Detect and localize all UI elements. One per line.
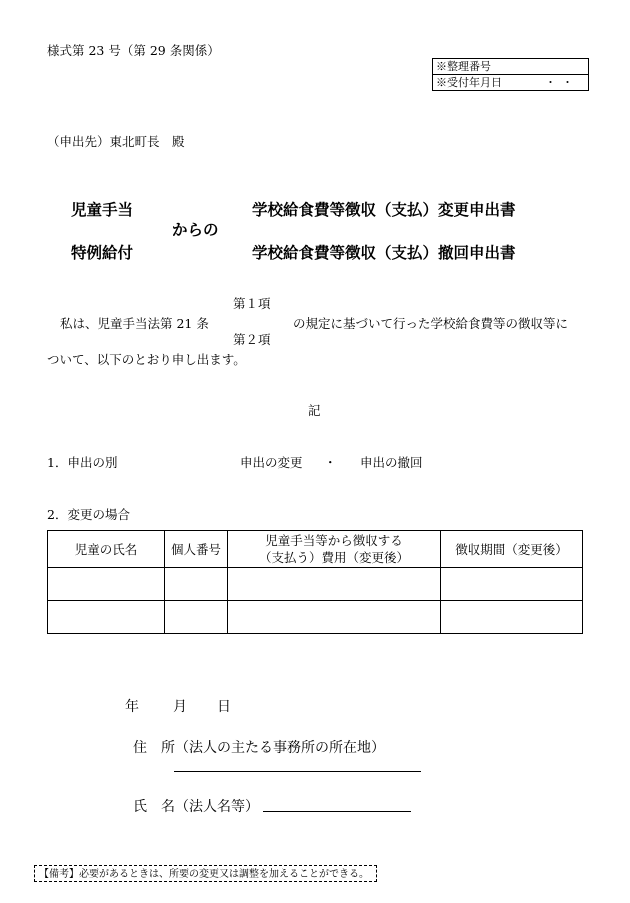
table-row xyxy=(48,568,583,601)
header-personal-number: 個人番号 xyxy=(165,531,228,568)
title-right-top: 学校給食費等徴収（支払）変更申出書 xyxy=(252,200,516,219)
management-received-label: ※受付年月日 xyxy=(436,76,502,89)
form-id: 様式第 23 号（第 29 条関係） xyxy=(47,43,220,58)
cell-child-name[interactable] xyxy=(48,601,165,634)
management-number-label: ※整理番号 xyxy=(436,60,491,73)
cell-child-name[interactable] xyxy=(48,568,165,601)
option-separator: ・ xyxy=(324,455,337,470)
header-fee-line2: （支払う）費用（変更後） xyxy=(258,550,409,565)
address-underline[interactable] xyxy=(174,771,421,772)
title-middle: からの xyxy=(172,220,219,239)
management-received-dots: ・・ xyxy=(545,76,579,89)
section1-label: 1．申出の別 xyxy=(47,455,118,470)
clause-bottom: 第２項 xyxy=(233,332,271,347)
date-month: 月 xyxy=(173,699,187,715)
cell-period[interactable] xyxy=(441,601,583,634)
title-left-bottom: 特例給付 xyxy=(71,243,134,262)
clause-top: 第１項 xyxy=(233,296,271,311)
date-day: 日 xyxy=(217,699,231,715)
ki-heading: 記 xyxy=(308,403,321,418)
table-row xyxy=(48,601,583,634)
header-fee-line1: 児童手当等から徴収する xyxy=(265,533,403,548)
remark-note: 【備考】必要があるときは、所要の変更又は調整を加えることができる。 xyxy=(34,865,377,882)
management-box xyxy=(432,58,589,91)
date-year: 年 xyxy=(125,699,139,715)
cell-period[interactable] xyxy=(441,568,583,601)
cell-personal-number[interactable] xyxy=(165,568,228,601)
name-underline[interactable] xyxy=(263,811,411,812)
option-withdraw[interactable]: 申出の撤回 xyxy=(360,455,423,470)
table-header-row xyxy=(48,531,583,568)
header-period: 徴収期間（変更後） xyxy=(441,531,583,568)
management-number-row xyxy=(433,59,588,74)
header-child-name: 児童の氏名 xyxy=(48,531,165,568)
name-label: 氏 名（法人名等） xyxy=(133,799,259,815)
title-right-bottom: 学校給食費等徴収（支払）撤回申出書 xyxy=(252,243,516,262)
cell-fee[interactable] xyxy=(228,601,441,634)
body-line1-left: 私は、児童手当法第 21 条 xyxy=(60,316,209,331)
change-table xyxy=(47,530,583,634)
section2-label: 2．変更の場合 xyxy=(47,507,130,522)
cell-personal-number[interactable] xyxy=(165,601,228,634)
management-received-row xyxy=(433,74,588,90)
address-label: 住 所（法人の主たる事務所の所在地） xyxy=(133,740,385,756)
body-line1-right: の規定に基づいて行った学校給食費等の徴収等に xyxy=(293,316,569,331)
option-change[interactable]: 申出の変更 xyxy=(240,455,303,470)
body-line2: ついて、以下のとおり申し出ます。 xyxy=(47,352,246,367)
title-left-top: 児童手当 xyxy=(71,200,134,219)
addressee: （申出先）東北町長 殿 xyxy=(47,134,185,149)
cell-fee[interactable] xyxy=(228,568,441,601)
header-fee xyxy=(228,531,441,568)
